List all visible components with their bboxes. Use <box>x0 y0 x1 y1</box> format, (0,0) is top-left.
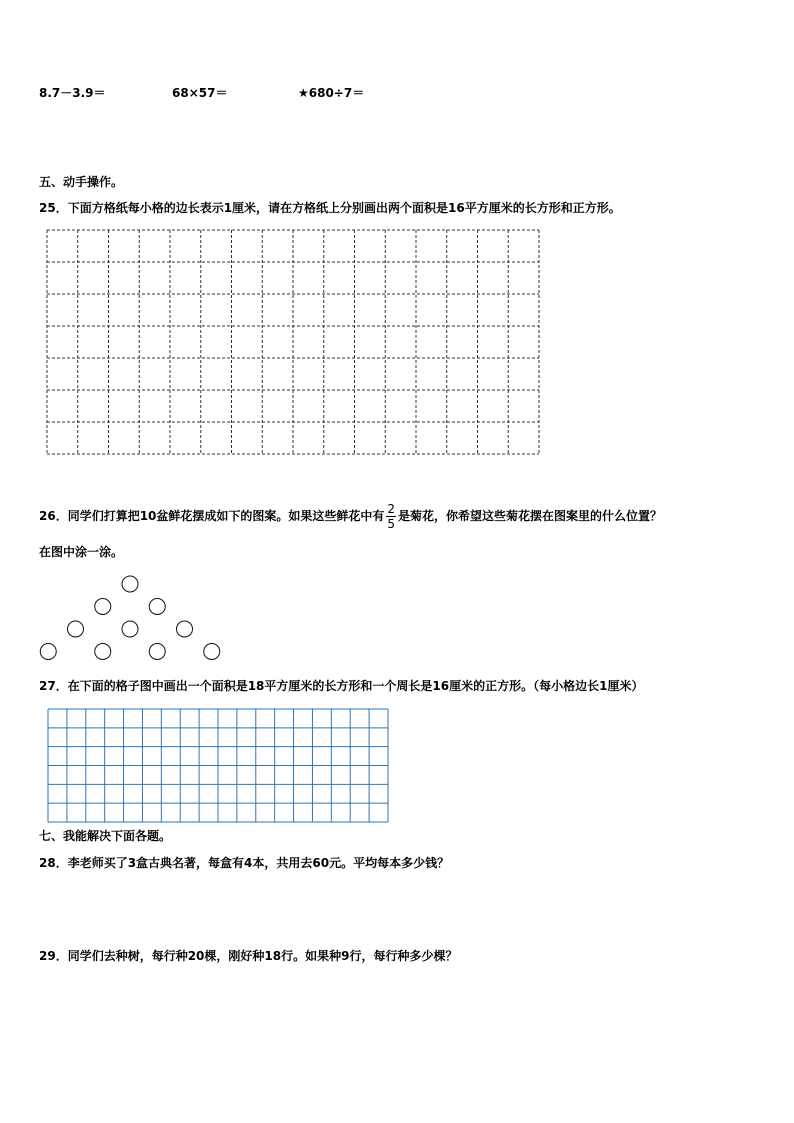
flower-circle <box>149 599 165 615</box>
square-grid-paper[interactable] <box>46 229 542 457</box>
blue-square-grid[interactable] <box>47 708 391 825</box>
question-26-line1 <box>39 502 662 531</box>
flower-circle-pattern <box>36 570 236 666</box>
fraction-two-fifths <box>386 502 396 531</box>
question-28-text: 28．李老师买了3盒古典名著，每盒有4本，共用去60元。平均每本多少钱？ <box>39 856 450 870</box>
flower-circle <box>68 621 84 637</box>
flower-circle <box>177 621 193 637</box>
equation-2: 68×57＝ <box>172 86 228 100</box>
flower-circle <box>149 644 165 660</box>
flower-circle <box>204 644 220 660</box>
question-27-text: 27．在下面的格子图中画出一个面积是18平方厘米的长方形和一个周长是16厘米的正方形。（每小格边长1厘米） <box>39 679 644 693</box>
question-26-text-before: 26．同学们打算把10盆鲜花摆成如下的图案。如果这些鲜花中有 <box>39 509 385 523</box>
question-29-text: 29．同学们去种树，每行种20棵，刚好种18行。如果种9行，每行种多少棵？ <box>39 949 458 963</box>
equation-1: 8.7－3.9＝ <box>39 86 106 100</box>
flower-circle <box>122 576 138 592</box>
question-26-line2: 在图中涂一涂。 <box>39 545 124 559</box>
question-25-text: 25．下面方格纸每小格的边长表示1厘米，请在方格纸上分别画出两个面积是16平方厘米的长方形和正方形。 <box>39 201 621 215</box>
fraction-numerator: 2 <box>387 502 396 516</box>
flower-circle <box>95 599 111 615</box>
section-5-title: 五、动手操作。 <box>39 175 124 189</box>
section-7-title: 七、我能解决下面各题。 <box>39 829 172 843</box>
flower-circle <box>40 644 56 660</box>
flower-circle <box>95 644 111 660</box>
fraction-denominator: 5 <box>387 517 396 531</box>
equation-3: ★680÷7＝ <box>298 86 365 100</box>
flower-circle <box>122 621 138 637</box>
question-26-text-after: 是菊花，你希望这些菊花摆在图案里的什么位置？ <box>398 509 663 523</box>
